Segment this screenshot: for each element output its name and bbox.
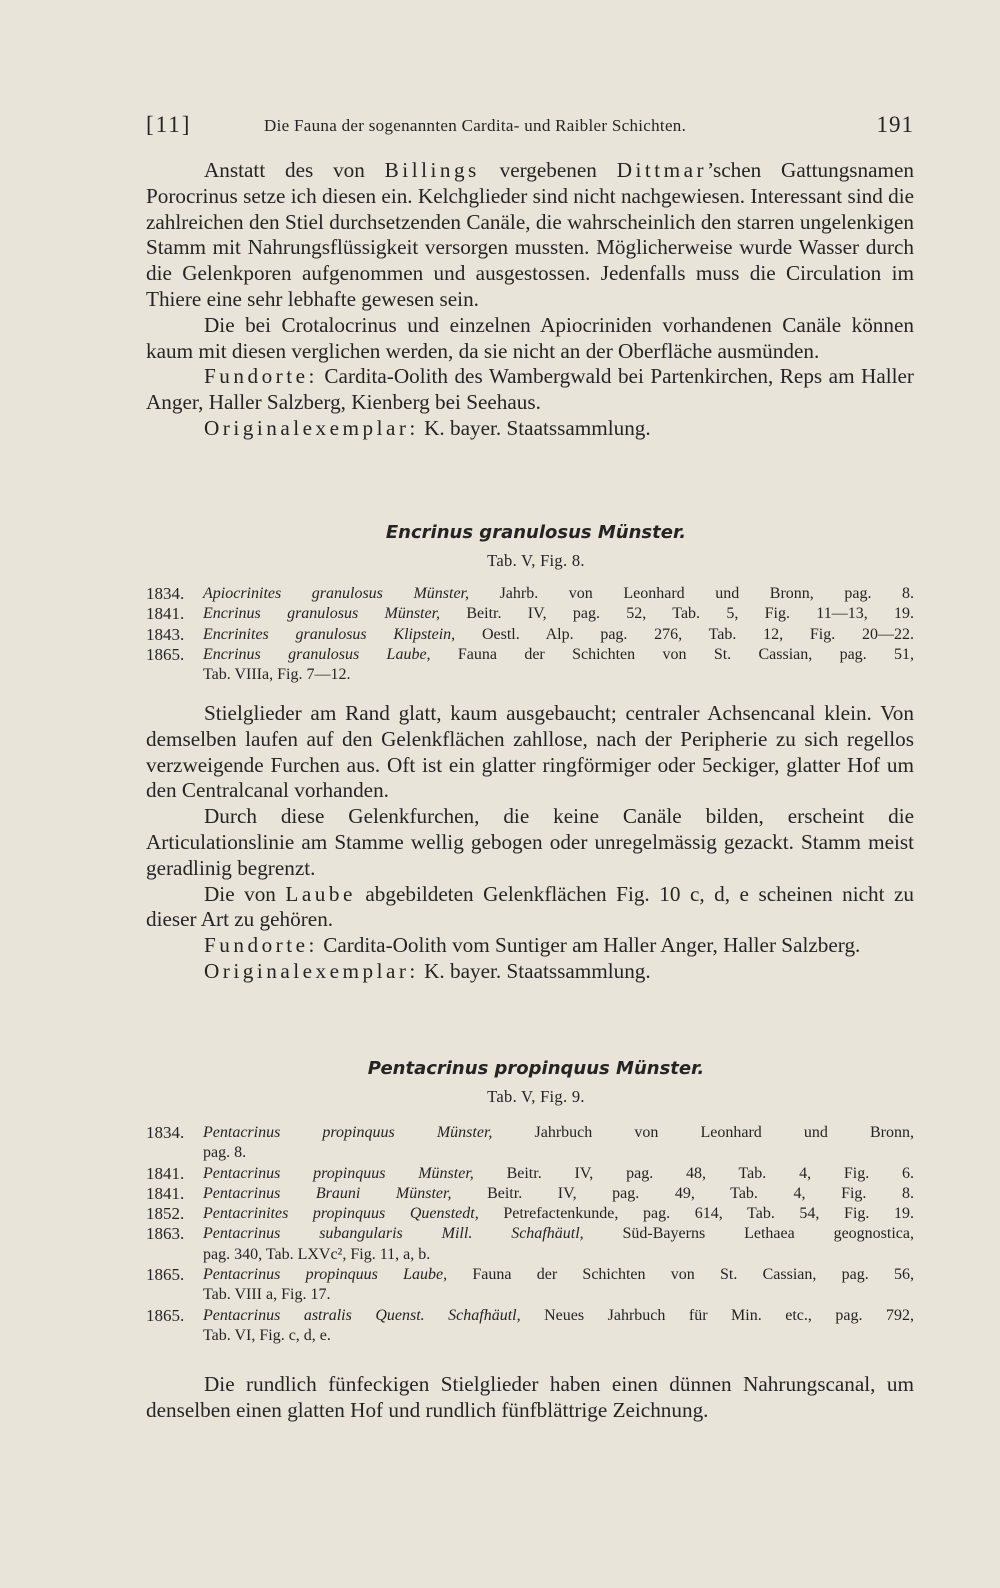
paragraph [146,701,914,804]
bibliographic-reference: Jahrbuch von Leonhard und Bronn, [492,1124,915,1141]
paragraph [146,959,914,985]
synonymy-year: 1843. [146,624,185,644]
paragraph [146,933,914,959]
synonymy-year: 1841. [146,1163,185,1183]
spaced-emphasis: Fundorte: [204,364,318,389]
running-header [146,108,914,148]
text-run: abgebildeten Gelenkflächen Fig. 10 c, d, e scheinen nicht zu dieser Art zu gehören. [146,881,914,932]
taxon-name: Pentacrinus propinquus Laube, [203,1266,448,1284]
synonymy-entry [146,625,914,645]
synonymy-text [203,1265,914,1285]
taxon-name: Encrinus granulosus Münster, [203,605,441,623]
bibliographic-reference: Jahrb. von Leonhard und Bronn, pag. 8. [469,585,915,602]
synonymy-year: 1865. [146,1305,185,1325]
plate-reference-pentacrinus: Tab. V, Fig. 9. [487,1087,585,1106]
text-run: K. bayer. Staatssammlung. [418,415,651,440]
species-heading-encrinus: Encrinus granulosus Münster. [385,522,687,543]
synonymy-text [203,1123,914,1143]
text-run: ’schen Gattungsnamen Porocrinus setze ich diesen ein. Kelchglieder sind nicht nachgewiesen. Interessant sind die zahlreichen den Stiel durchsetzenden Canäle, die wahrscheinlich den starren ungelenkigen Stamm mit Nahrungsflüssigkeit versorgen mussten. Möglicherweise wurde Wasser durch die Gelenkporen aufgenommen und ausgestossen. Jedenfalls muss die Circulation im Thiere eine sehr lebhafte gewesen sein. [146,158,915,311]
synonymy-list-encrinus [146,584,914,685]
paragraph [146,416,914,442]
synonymy-text [203,584,914,604]
synonymy-entry [146,1164,914,1184]
synonymy-year: 1834. [146,1123,185,1142]
bibliographic-reference: Oestl. Alp. pag. 276, Tab. 12, Fig. 20—22. [455,625,915,643]
synonymy-year: 1841. [146,1183,185,1203]
bibliographic-reference: Beitr. IV, pag. 49, Tab. 4, Fig. 8. [451,1184,915,1202]
synonymy-entry [146,1306,914,1326]
synonymy-entry [146,604,914,624]
synonymy-text [203,1224,914,1244]
bibliographic-reference: Beitr. IV, pag. 52, Tab. 5, Fig. 11—13, 19. [440,605,915,623]
synonymy-continuation: Tab. VIIIa, Fig. 7—12. [203,666,351,684]
paragraph [146,313,914,365]
bibliographic-reference: Neues Jahrbuch für Min. etc., pag. 792, [520,1306,914,1324]
synonymy-continuation: Tab. VIII a, Fig. 17. [203,1286,331,1304]
taxon-name: Pentacrinus propinquus Münster, [203,1124,493,1141]
synonymy-text [203,645,914,665]
text-run: vergebenen [479,158,617,182]
synonymy-year: 1841. [146,604,185,624]
taxon-name: Pentacrinus subangularis Mill. Schafhäutl, [203,1225,584,1243]
paragraph [146,364,914,416]
bibliographic-reference: Fauna der Schichten von St. Cassian, pag. 51, [430,645,915,663]
taxon-name: Encrinites granulosus Klipstein, [203,625,456,643]
text-block-intro [146,158,914,442]
synonymy-text [203,1184,914,1204]
species-heading-pentacrinus: Pentacrinus propinquus Münster. [367,1058,705,1079]
taxon-name: Pentacrinites propinquus Quenstedt, [203,1205,479,1223]
running-title: Die Fauna der sogenannten Cardita- und Raibler Schichten. [264,116,687,135]
text-block-pentacrinus [146,1372,914,1424]
spaced-emphasis: Originalexemplar: [204,958,419,983]
synonymy-text [203,625,914,645]
synonymy-list-pentacrinus [146,1123,914,1346]
bibliographic-reference: Petrefactenkunde, pag. 614, Tab. 54, Fig. 19. [478,1205,915,1223]
text-run: Die von [204,881,286,906]
paragraph [146,1372,914,1424]
bibliographic-reference: Süd-Bayerns Lethaea geognostica, [583,1225,914,1243]
text-run: Cardita-Oolith des Wambergwald bei Partenkirchen, Reps am Haller Anger, Haller Salzberg, Kienberg bei Seehaus. [146,364,914,415]
text-run: K. bayer. Staatssammlung. [418,958,651,983]
text-run: Stielglieder am Rand glatt, kaum ausgebaucht; centraler Achsencanal klein. Von demselben laufen auf den Gelenkflächen zahllose, nach der Peripherie zu sich regellos verzweigende Furchen aus. Oft ist ein glatter ringförmiger oder 5eckiger, glatter Hof um den Centralcanal vorhanden. [146,701,914,803]
synonymy-year: 1865. [146,644,185,664]
synonymy-year: 1834. [146,584,185,603]
taxon-name: Pentacrinus propinquus Münster, [203,1164,474,1182]
synonymy-text [203,1306,914,1326]
spaced-emphasis: Fundorte: [204,933,318,958]
text-run: Anstatt des von [204,158,385,182]
synonymy-entry [146,1123,914,1143]
synonymy-entry [146,1204,914,1224]
taxon-name: Apiocrinites granulosus Münster, [203,585,470,602]
synonymy-continuation: pag. 8. [203,1144,247,1162]
synonymy-entry [146,584,914,604]
synonymy-continuation: Tab. VI, Fig. c, d, e. [203,1326,331,1344]
text-run: Die rundlich fünfeckigen Stielglieder haben einen dünnen Nahrungscanal, um denselben einen glatten Hof und rundlich fünfblättrige Zeichnung. [146,1372,914,1422]
spaced-emphasis: Originalexemplar: [204,415,419,440]
spaced-emphasis: Laube [285,881,356,906]
spaced-emphasis: Billings [384,158,480,182]
synonymy-entry [146,1265,914,1285]
spaced-emphasis: Dittmar [616,158,708,182]
synonymy-year: 1852. [146,1204,185,1224]
synonymy-entry [146,645,914,665]
bibliographic-reference: Beitr. IV, pag. 48, Tab. 4, Fig. 6. [473,1164,914,1182]
page-reference: [11] [146,112,192,137]
paragraph [146,804,914,881]
bibliographic-reference: Fauna der Schichten von St. Cassian, pag. 56, [447,1266,915,1284]
text-block-encrinus [146,701,914,985]
synonymy-continuation: pag. 340, Tab. LXVc², Fig. 11, a, b. [203,1245,431,1263]
page-number: 191 [876,112,914,137]
text-run: Die bei Crotalocrinus und einzelnen Apiocriniden vorhandenen Canäle können kaum mit diesen verglichen werden, da sie nicht an der Oberfläche ausmünden. [146,312,914,363]
taxon-name: Pentacrinus Brauni Münster, [203,1184,452,1202]
synonymy-text [203,1204,914,1224]
plate-reference-encrinus: Tab. V, Fig. 8. [487,551,585,570]
text-run: Durch diese Gelenkfurchen, die keine Canäle bilden, erscheint die Articulationslinie am Stamme wellig gebogen oder unregelmässig gezackt. Stamm meist geradlinig begrenzt. [146,804,914,880]
text-run: Cardita-Oolith vom Suntiger am Haller Anger, Haller Salzberg. [317,933,861,958]
paragraph [146,882,914,934]
paragraph [146,158,914,313]
synonymy-text [203,604,914,624]
taxon-name: Encrinus granulosus Laube, [203,645,431,663]
taxon-name: Pentacrinus astralis Quenst. Schafhäutl, [203,1306,521,1324]
synonymy-year: 1863. [146,1224,185,1244]
synonymy-text [203,1164,914,1184]
synonymy-year: 1865. [146,1265,185,1285]
synonymy-entry [146,1184,914,1204]
synonymy-entry [146,1224,914,1244]
